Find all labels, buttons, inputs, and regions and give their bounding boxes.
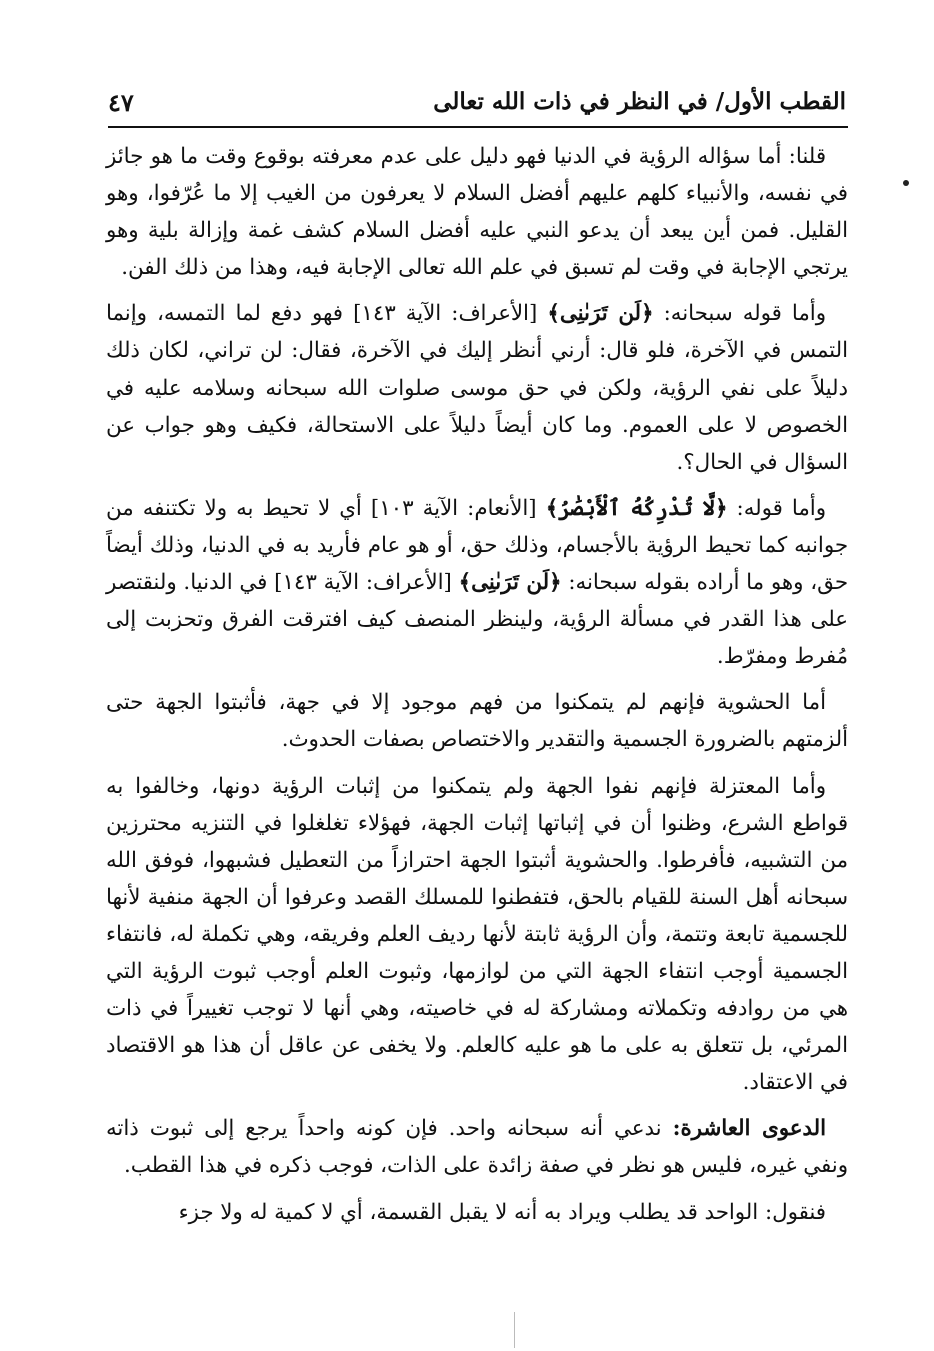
paragraph: [106, 138, 848, 286]
paragraph-text: [الأعراف: الآية ١٤٣] في الدنيا. ولنقتصر على هذا القدر في مسألة الرؤية، ولينظر المنصف كيف افترقت الفرق وتحزبت إلى مُفرط ومفرّط.: [106, 570, 848, 670]
paragraph: [106, 768, 848, 1102]
quran-verse: ﴿لَن تَرَىٰنِى﴾: [547, 301, 654, 327]
paragraph-text: وأما المعتزلة فإنهم نفوا الجهة ولم يتمكنوا من إثبات الرؤية دونها، وخالفوا به قواطع الشرع، وظنوا أن في إثباتها إثبات الجهة، فهؤلاء تغلغلوا في التنزيه محترزين من التشبيه، فأفرطوا. والحشوية أثبتوا الجهة احترازاً من التعطيل فشبهوا، فوفق الله سبحانه أهل السنة للقيام بالحق، فتفطنوا للمسلك القصد وعرفوا أن الجهة منفية لأنها للجسمية تابعة وتتمة، وأن الرؤية ثابتة لأنها رديف العلم وفريقه، وهي تكملة له، فانتفاء الجسمية أوجب انتفاء الجهة التي من لوازمها، وثبوت العلم أوجب ثبوت الرؤية التي هي من روادفه وتكملاته ومشاركة له في خاصيته، وهي أنها لا توجب تغييراً في ذات المرئي، بل تتعلق به على ما هو عليه كالعلم. ولا يخفى عن عاقل أن هذا هو الاقتصاد في الاعتقاد.: [106, 773, 848, 1096]
paragraph-text: قلنا: أما سؤاله الرؤية في الدنيا فهو دليل على عدم معرفته بوقوع وقت ما هو جائز في نفسه، والأنبياء كلهم عليهم أفضل السلام لا يعرفون من الغيب إلا ما عُرّفوا، وهو القليل. فمن أين يبعد أن يدعو النبي عليه أفضل السلام كشف غمة وإزالة بلية وهو يرتجي الإجابة في وقت لم تسبق في علم الله تعالى الإجابة فيه، وهذا من ذلك الفن.: [106, 144, 848, 281]
running-header-title: القطب الأول/ في النظر في ذات الله تعالى: [433, 88, 846, 115]
paragraph: [106, 684, 848, 758]
paragraph: [106, 1194, 848, 1231]
running-header: [108, 84, 846, 128]
paragraph-text: وأما قوله سبحانه:: [653, 301, 826, 327]
page-fold-mark: [514, 1312, 515, 1348]
paragraph-text: أما الحشوية فإنهم لم يتمكنوا من فهم موجود إلا في جهة، فأثبتوا الجهة حتى ألزمتهم بالضرورة الجسمية والتقدير والاختصاص بصفات الحدوث.: [106, 690, 848, 753]
page-number: ٤٧: [108, 88, 134, 117]
margin-mark: [903, 180, 909, 186]
quran-verse: ﴿لَن تَرَىٰنِى﴾: [458, 570, 562, 596]
paragraph-text: [الأنعام: الآية ١٠٣] أي لا تحيط به ولا تكتنفه من جوانبه كما تحيط الرؤية بالأجسام، وذلك حق، أو هو عام فأريد به في الدنيا، وذلك أيضاً حق، وهو ما أراده بقوله سبحانه:: [106, 495, 848, 596]
paragraph-text: فنقول: الواحد قد يطلب ويراد به أنه لا يقبل القسمة، أي لا كمية له ولا جزء: [178, 1199, 826, 1225]
section-heading: الدعوى العاشرة:: [672, 1116, 826, 1142]
paragraph-text: ندعي أنه سبحانه واحد. فإن كونه واحداً يرجع إلى ثبوت ذاته ونفي غيره، فليس هو نظر في صفة زائدة على الذات، فوجب ذكره في هذا القطب.: [106, 1116, 848, 1179]
quran-verse: ﴿لَّا تُدْرِكُهُ ٱلْأَبْصَٰرُ﴾: [545, 495, 728, 521]
paragraph-text: [الأعراف: الآية ١٤٣] فهو دفع لما التمسه، وإنما التمس في الآخرة، فلو قال: أرني أنظر إليك في الآخرة، فقال: لن تراني، لكان ذلك دليلاً على نفي الرؤية، ولكن في حق موسى صلوات الله سبحانه وسلامه عليه في الخصوص لا على العموم. وما كان أيضاً دليلاً على الاستحالة، فكيف وهو جواب عن السؤال في الحال؟.: [106, 301, 848, 475]
paragraph: [106, 490, 848, 675]
paragraph: [106, 1110, 848, 1184]
header-divider: [108, 126, 848, 128]
paragraph-text: وأما قوله:: [727, 495, 827, 521]
paragraph: [106, 295, 848, 480]
body-text: [106, 138, 848, 1240]
